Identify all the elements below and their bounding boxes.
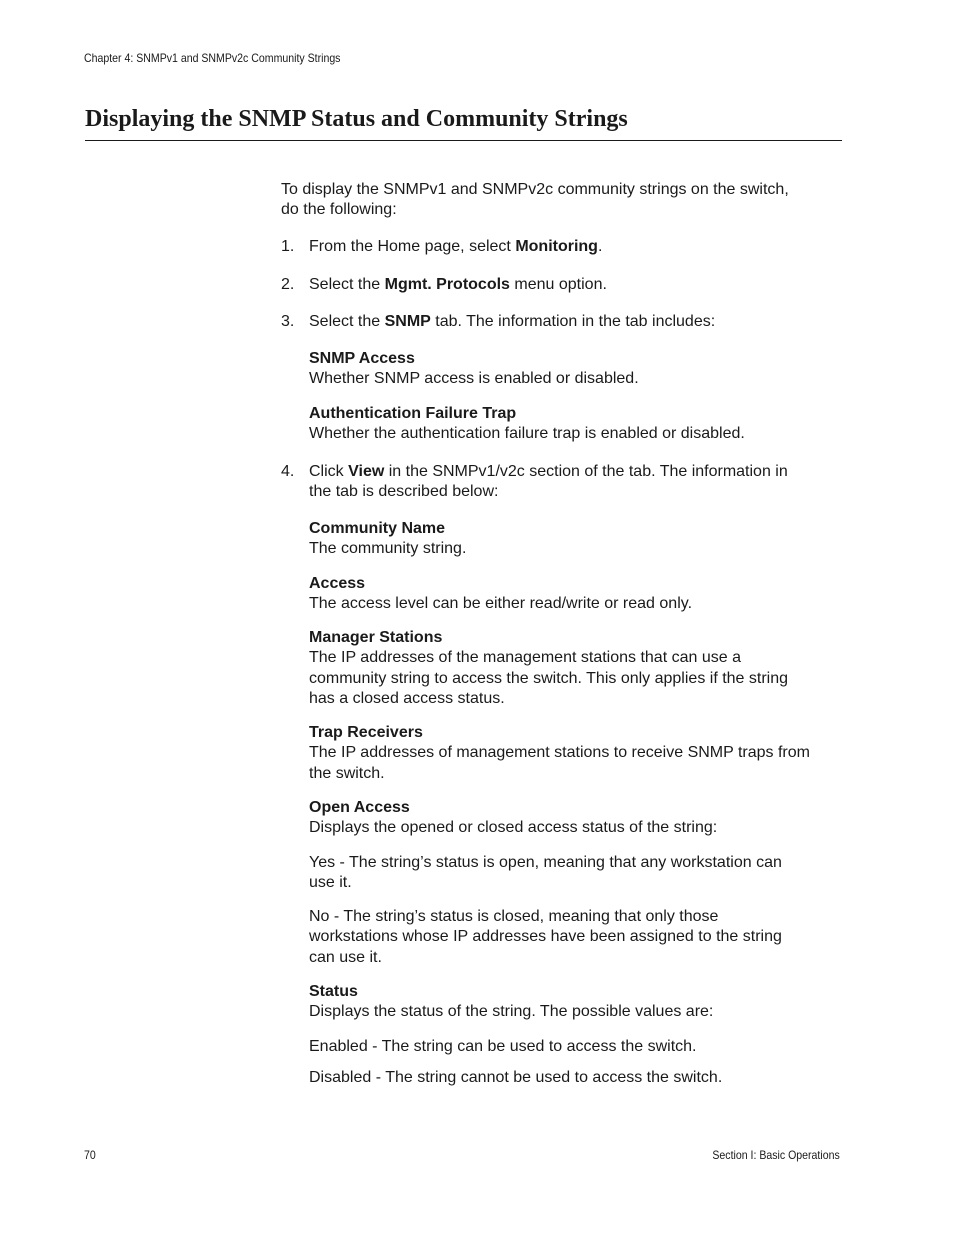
step-number: 4. xyxy=(281,463,295,480)
value-desc: use it. xyxy=(309,874,352,892)
field-desc: Whether the authentication failure trap is enabled or disabled. xyxy=(309,425,745,443)
field-term: Manager Stations xyxy=(309,629,443,646)
step-4 xyxy=(309,462,788,503)
step-3 xyxy=(309,312,715,332)
field-term: SNMP Access xyxy=(309,350,415,367)
step-text: menu option. xyxy=(509,276,607,293)
step-text: tab. The information in the tab includes: xyxy=(430,313,716,330)
field-term: Authentication Failure Trap xyxy=(309,405,517,422)
field-community-name xyxy=(309,519,466,560)
field-desc: The community string. xyxy=(309,540,467,558)
field-term: Trap Receivers xyxy=(309,724,423,741)
value-desc: Yes - The string’s status is open, meaning that any workstation can xyxy=(309,854,782,871)
field-desc: The access level can be either read/write or read only. xyxy=(309,595,693,613)
step-text: Select the xyxy=(309,313,385,330)
step-text: in the SNMPv1/v2c section of the tab. The information in xyxy=(384,463,788,480)
footer-section: Section I: Basic Operations xyxy=(712,1148,840,1162)
intro-line: To display the SNMPv1 and SNMPv2c community strings on the switch, xyxy=(281,181,789,198)
field-access xyxy=(309,574,692,615)
field-trap-receivers xyxy=(309,723,810,784)
open-access-yes xyxy=(309,853,782,894)
field-desc: the switch. xyxy=(309,764,385,782)
field-desc: The IP addresses of management stations to receive SNMP traps from xyxy=(309,744,810,762)
status-disabled: Disabled - The string cannot be used to access the switch. xyxy=(309,1069,723,1086)
field-auth-failure-trap xyxy=(309,404,745,445)
step-number: 2. xyxy=(281,276,295,293)
step-number: 1. xyxy=(281,238,295,255)
field-term: Community Name xyxy=(309,520,446,537)
field-desc: Whether SNMP access is enabled or disabled. xyxy=(309,370,639,388)
field-term: Access xyxy=(309,575,366,592)
menu-term: SNMP xyxy=(384,313,431,330)
running-header: Chapter 4: SNMPv1 and SNMPv2c Community Strings xyxy=(84,51,341,65)
value-desc: workstations whose IP addresses have been assigned to the string xyxy=(309,928,782,946)
step-text: Select the xyxy=(309,276,385,293)
status-enabled: Enabled - The string can be used to access the switch. xyxy=(309,1038,697,1055)
step-text: Click xyxy=(309,463,349,480)
step-text: From the Home page, select xyxy=(309,238,516,255)
step-text: the tab is described below: xyxy=(309,483,499,501)
open-access-no xyxy=(309,907,782,968)
value-desc: can use it. xyxy=(309,948,382,966)
page-number: 70 xyxy=(84,1148,96,1162)
field-manager-stations xyxy=(309,628,788,709)
field-term: Open Access xyxy=(309,799,410,816)
section-title: Displaying the SNMP Status and Community Strings xyxy=(85,106,628,132)
menu-term: Monitoring xyxy=(515,238,598,255)
menu-term: Mgmt. Protocols xyxy=(384,276,510,293)
step-2 xyxy=(309,275,607,295)
field-desc: community string to access the switch. This only applies if the string xyxy=(309,669,789,687)
step-number: 3. xyxy=(281,313,295,330)
field-desc: has a closed access status. xyxy=(309,689,505,707)
field-desc: Displays the status of the string. The possible values are: xyxy=(309,1003,714,1021)
field-term: Status xyxy=(309,983,358,1000)
field-desc: The IP addresses of the management stations that can use a xyxy=(309,649,741,667)
field-snmp-access xyxy=(309,349,639,390)
field-open-access xyxy=(309,798,717,839)
title-rule xyxy=(85,140,842,141)
intro-line: do the following: xyxy=(281,201,397,219)
value-desc: No - The string’s status is closed, meaning that only those xyxy=(309,908,719,925)
intro-paragraph xyxy=(281,180,789,221)
button-term: View xyxy=(348,463,385,480)
step-1 xyxy=(309,237,602,257)
field-status xyxy=(309,982,713,1023)
field-desc: Displays the opened or closed access status of the string: xyxy=(309,819,718,837)
step-text: . xyxy=(597,238,603,255)
